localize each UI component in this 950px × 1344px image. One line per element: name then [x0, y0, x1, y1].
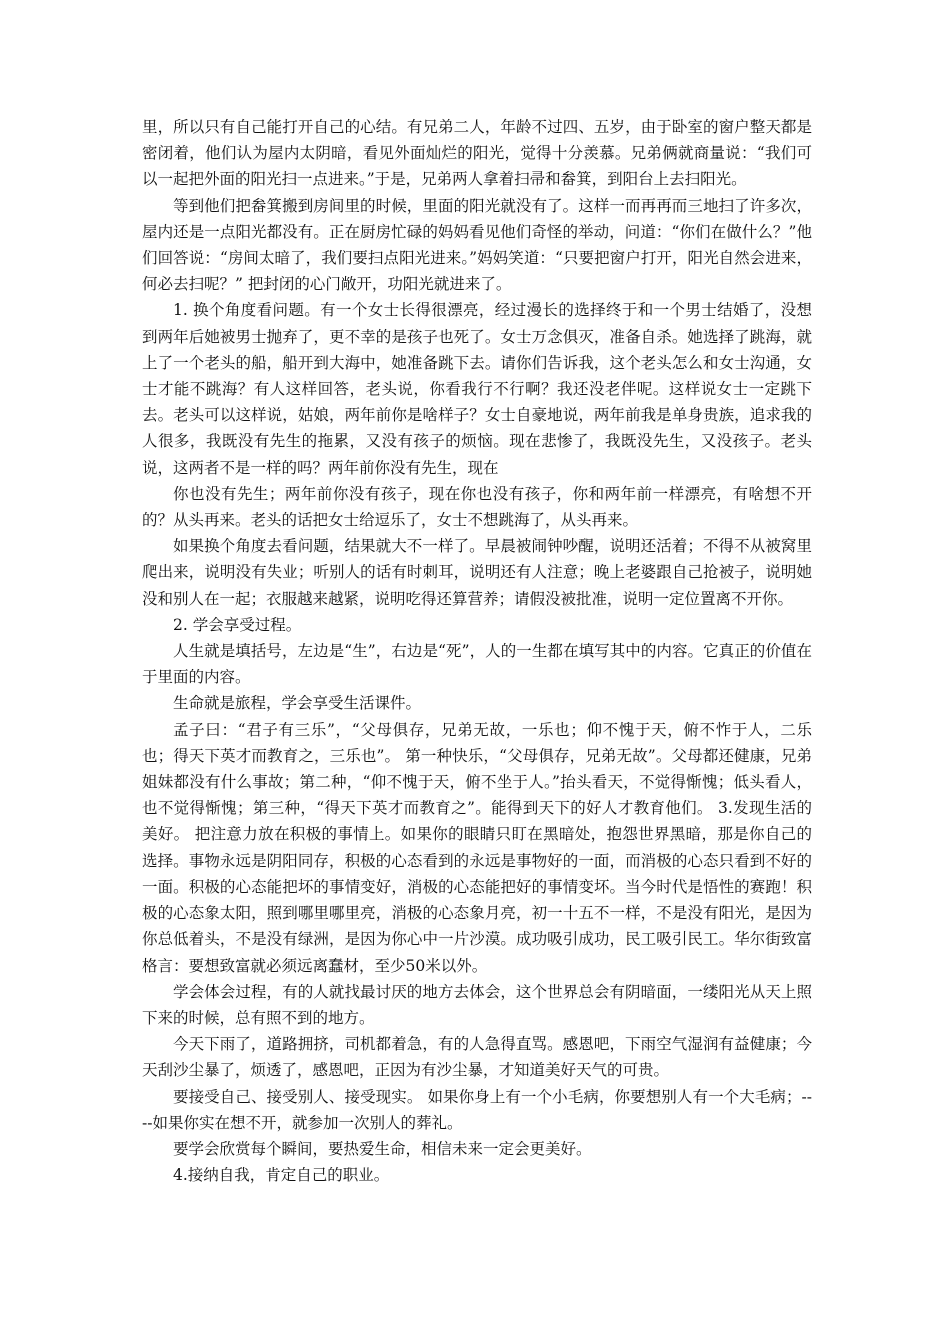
- paragraph: 人生就是填括号，左边是“生”，右边是“死”，人的一生都在填写其中的内容。它真正的价值在于里面的内容。: [142, 642, 812, 687]
- paragraph: 今天下雨了，道路拥挤，司机都着急，有的人急得直骂。感恩吧，下雨空气湿润有益健康；今天刮沙尘暴了，烦透了，感恩吧，正因为有沙尘暴，才知道美好天气的可贵。: [142, 1035, 812, 1080]
- section-heading: 4.接纳自我，肯定自己的职业。: [173, 1166, 390, 1185]
- paragraph: 如果换个角度去看问题，结果就大不一样了。早晨被闹钟吵醒，说明还活着；不得不从被窝里爬出来，说明没有失业；听别人的话有时刺耳，说明还有人注意；晚上老婆跟自己抢被子，说明她没和别人在一起；衣服越来越紧，说明吃得还算营养；请假没被批准，说明一定位置离不开你。: [142, 537, 812, 608]
- paragraph: 你也没有先生；两年前你没有孩子，现在你也没有孩子，你和两年前一样漂亮，有啥想不开的？从头再来。老头的话把女士给逗乐了，女士不想跳海了，从头再来。: [142, 484, 812, 530]
- paragraph: 1. 换个角度看问题。有一个女士长得很漂亮，经过漫长的选择终于和一个男士结婚了，没想到两年后她被男士抛弃了，更不幸的是孩子也死了。女士万念俱灭，准备自杀。她选择了跳海，就上了一个老头的船，船开到大海中，她准备跳下去。请你们告诉我，这个老头怎么和女士沟通，女士才能不跳海？有人这样回答，老头说，你看我行不行啊？我还没老伴呢。这样说女士一定跳下去。老头可以这样说，姑娘，两年前你是啥样子？女士自豪地说，两年前我是单身贵族，追求我的人很多，我既没有先生的拖累，又没有孩子的烦恼。现在悲惨了，我既没先生，又没孩子。老头说，这两者不是一样的吗？两年前你没有先生，现在: [142, 301, 812, 477]
- paragraph: 等到他们把畚箕搬到房间里的时候，里面的阳光就没有了。这样一而再再而三地扫了许多次，屋内还是一点阳光都没有。正在厨房忙碌的妈妈看见他们奇怪的举动，问道：“你们在做什么？”他们回答说：“房间太暗了，我们要扫点阳光进来。”妈妈笑道：“只要把窗户打开，阳光自然会进来，何必去扫呢？” 把封闭的心门敞开，功阳光就进来了。: [142, 196, 812, 294]
- paragraph: 里，所以只有自己能打开自己的心结。有兄弟二人，年龄不过四、五岁，由于卧室的窗户整天都是密闭着，他们认为屋内太阴暗，看见外面灿烂的阳光，觉得十分羡慕。兄弟俩就商量说：“我们可以一起把外面的阳光扫一点进来。”于是，兄弟两人拿着扫帚和畚箕，到阳台上去扫阳光。: [142, 118, 812, 189]
- document-body: [142, 114, 812, 1188]
- paragraph: 要接受自己、接受别人、接受现实。 如果你身上有一个小毛病，你要想别人有一个大毛病；----如果你实在想不开，就参加一次别人的葬礼。: [142, 1087, 812, 1132]
- paragraph: 学会体会过程，有的人就找最讨厌的地方去体会，这个世界总会有阴暗面，一缕阳光从天上照下来的时候，总有照不到的地方。: [142, 982, 812, 1027]
- paragraph: 孟子曰：“君子有三乐”，“父母俱存，兄弟无故，一乐也；仰不愧于天，俯不怍于人，二乐也；得天下英才而教育之，三乐也”。 第一种快乐，“父母俱存，兄弟无故”。父母都还健康，兄弟姐妹都没有什么事故；第二种，“仰不愧于天，俯不坐于人。”抬头看天，不觉得惭愧；低头看人，也不觉得惭愧；第三种，“得天下英才而教育之”。能得到天下的好人才教育他们。 3.发现生活的美好。 把注意力放在积极的事情上。如果你的眼睛只盯在黑暗处，抱怨世界黑暗，那是你自己的选择。事物永远是阴阳同存，积极的心态看到的永远是事物好的一面，而消极的心态只看到不好的一面。积极的心态能把坏的事情变好，消极的心态能把好的事情变坏。当今时代是悟性的赛跑！积极的心态象太阳，照到哪里哪里亮，消极的心态象月亮，初一十五不一样，不是没有阳光，是因为你总低着头，不是没有绿洲，是因为你心中一片沙漠。成功吸引成功，民工吸引民工。华尔街致富格言：要想致富就必须远离蠢材，至少50米以外。: [142, 720, 812, 975]
- section-heading: 2. 学会享受过程。: [173, 615, 302, 634]
- paragraph: 要学会欣赏每个瞬间，要热爱生命，相信未来一定会更美好。: [173, 1139, 592, 1158]
- paragraph: 生命就是旅程，学会享受生活课件。: [173, 694, 422, 713]
